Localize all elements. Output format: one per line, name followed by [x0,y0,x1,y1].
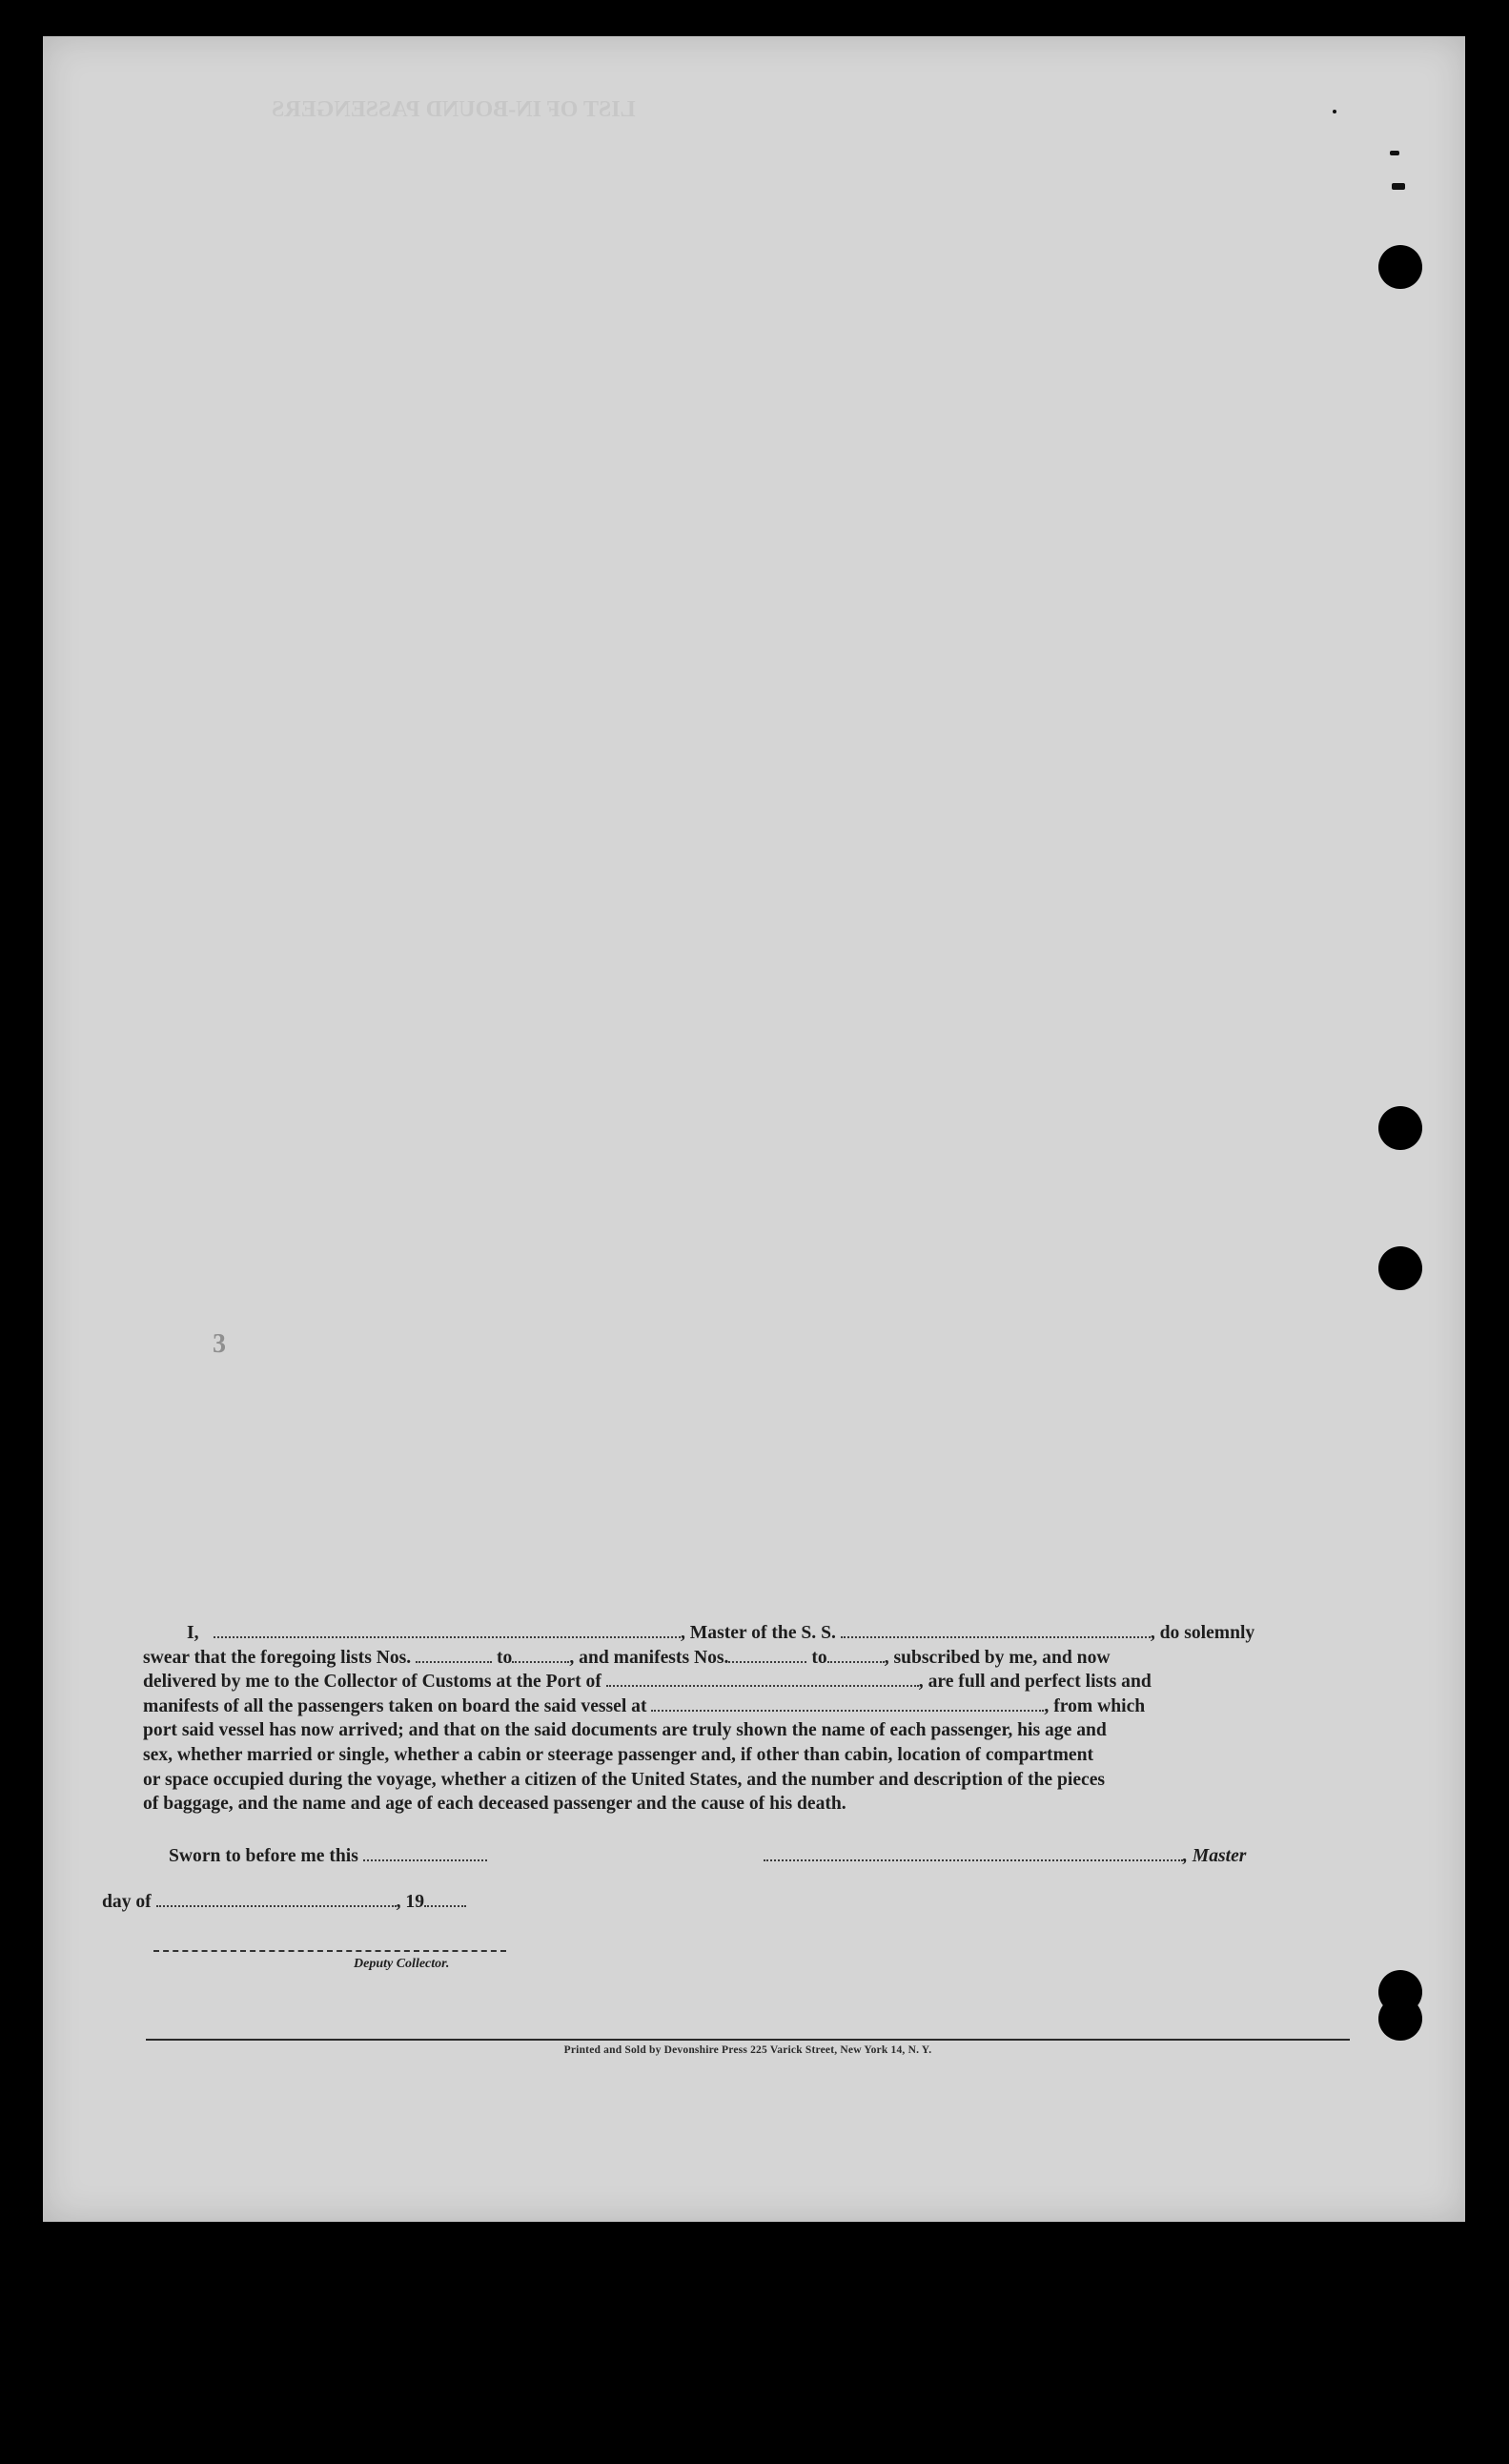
do-solemnly-label: , do solemnly [1150,1623,1255,1643]
from-which-label: , from which [1044,1695,1146,1716]
day-of-label: day of [102,1892,152,1912]
subscribed-label: , subscribed by me, and now [884,1647,1111,1668]
year-label: , 19 [396,1892,425,1912]
master-signature-field[interactable] [764,1846,1183,1861]
oath-line-5: port said vessel has now arrived; and that on the said documents are truly shown the name of each passenger, his age and [143,1720,1107,1741]
bleed-through-header: LIST OF IN-BOUND PASSENGERS [272,97,636,122]
sworn-label: Sworn to before me this [169,1846,358,1866]
lists-to-field[interactable] [512,1648,569,1663]
master-label: , Master [1183,1846,1247,1866]
manifests-from-field[interactable] [728,1648,806,1663]
punch-hole-middle [1378,1106,1422,1150]
oath-line-3 [143,1670,1348,1694]
port-of-field[interactable] [606,1672,919,1687]
year-field[interactable] [424,1892,466,1907]
oath-line-6: sex, whether married or single, whether a cabin or steerage passenger and, if other than cabin, location of compartment [143,1744,1094,1765]
manifests-nos-label: , and manifests Nos. [569,1647,729,1668]
master-name-field[interactable] [214,1623,681,1638]
full-perfect-label: , are full and perfect lists and [918,1672,1152,1693]
day-of-row [102,1892,466,1913]
to-label-2: to [811,1647,827,1668]
punch-hole-lower [1378,1246,1422,1290]
speck-2 [1392,183,1405,190]
speck-3 [1333,110,1336,113]
vessel-at-field[interactable] [651,1696,1044,1712]
oath-line-7: or space occupied during the voyage, whether a citizen of the United States, and the number and description of the pieces [143,1769,1106,1790]
footer-rule [146,2039,1350,2041]
oath-line-2 [143,1646,1348,1671]
oath-line-1 [143,1621,1348,1646]
master-signature-row [764,1846,1246,1867]
oath-line-8: of baggage, and the name and age of each deceased passenger and the cause of his death. [143,1794,846,1815]
punch-hole-bottom-2 [1378,1997,1422,2041]
collector-port-label: delivered by me to the Collector of Customs at the Port of [143,1672,602,1693]
manifests-to-field[interactable] [827,1648,885,1663]
oath-line-4 [143,1694,1348,1719]
month-field[interactable] [156,1892,397,1907]
taken-on-board-label: manifests of all the passengers taken on board the said vessel at [143,1695,647,1716]
margin-mark: 3 [213,1329,226,1359]
lists-from-field[interactable] [416,1648,492,1663]
document-page [43,36,1465,2222]
oath-paragraph [143,1621,1348,1817]
oath-pronoun: I, [187,1623,199,1643]
vessel-name-field[interactable] [841,1623,1151,1638]
sworn-row [169,1846,487,1867]
deputy-signature-field[interactable] [153,1950,506,1952]
to-label-1: to [497,1647,513,1668]
punch-hole-top [1378,245,1422,289]
speck-1 [1390,151,1399,155]
master-of-ss-label: , Master of the S. S. [681,1623,836,1643]
printer-imprint: Printed and Sold by Devonshire Press 225 Varick Street, New York 14, N. Y. [563,2044,932,2056]
lists-nos-label: swear that the foregoing lists Nos. [143,1647,412,1668]
sworn-day-field[interactable] [363,1846,487,1861]
deputy-collector-label: Deputy Collector. [354,1957,450,1971]
